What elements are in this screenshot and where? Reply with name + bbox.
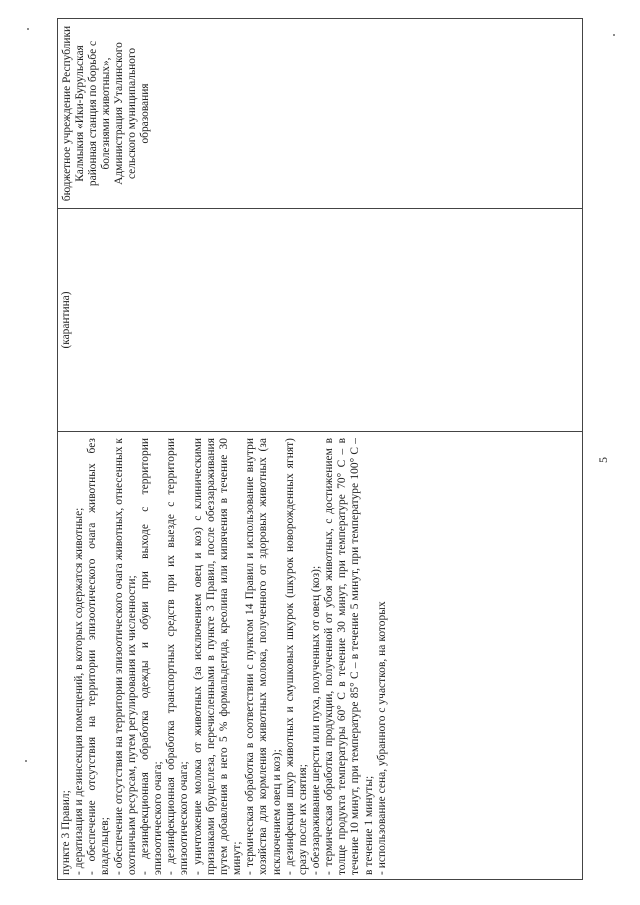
measures-text (60, 438, 389, 875)
responsible-cell (58, 19, 582, 208)
responsible-organization: бюджетное учреждение Республики Калмыкия «Ики-Бурульская районная станция по борьбе с болезнями животных», Администрация Уталинского сельского муниципального образования (61, 25, 151, 202)
measure-line: - обеспечение отсутствия на территории эпизоотического очага животных без владельцев; (86, 438, 112, 875)
measures-cell (58, 431, 582, 879)
status-text: (карантина) (60, 291, 72, 349)
measure-line: - дезинфекционная обработка транспортных средств при их выезде с территории эпизоотического очага; (165, 438, 191, 875)
measures-table (57, 18, 583, 880)
measure-line: пункте 3 Правил; (60, 790, 72, 875)
measure-line: - дезинфекция шкур животных и смушковых шкурок (шкурок новорожденных ягнят) сразу после их снятия; (283, 438, 309, 875)
measure-line: - использование сена, убранного с участков, на которых (375, 601, 388, 875)
measure-line: - уничтожение молока от животных (за исключением овец и коз) с клиническими признаками бруцеллеза, перечисленными в пункте 3 Правил, после обеззараживания путем добавления в него 5 % формальдегида, креолина или кипячения в течение 30 минут; (191, 438, 244, 875)
measure-line: - обеззараживание шерсти или пуха, полученных от овец (коз); (309, 565, 322, 875)
measure-line: - дератизация и дезинсекция помещений, в которых содержатся животные; (73, 507, 86, 875)
page-number: 5 (596, 457, 610, 463)
status-cell (58, 208, 582, 431)
measure-line: - термическая обработка продукции, полученной от убоя животных, с достижением в толще продукта температуры 60° С в течение 30 минут, при температуре 70° С – в течение 10 минут, при температуре 85° С – в течение 5 минут, при температуре 100° С – в течение 1 минуты; (323, 438, 375, 875)
measure-line: - обеспечение отсутствия на территории эпизоотического очага животных, отнесенных к охотничьим ресурсам, путем регулирования их численности; (112, 438, 138, 875)
scan-speck (613, 34, 615, 36)
scan-speck (27, 28, 29, 30)
measure-line: - термическая обработка в соответствии с пунктом 14 Правил и использование внутри хозяйства для кормления животных молока, полученного от здоровых животных (за исключением овец и коз); (244, 438, 283, 875)
measure-line: - дезинфекционная обработка одежды и обуви при выходе с территории эпизоотического очага; (138, 438, 165, 875)
scan-speck (25, 760, 27, 762)
